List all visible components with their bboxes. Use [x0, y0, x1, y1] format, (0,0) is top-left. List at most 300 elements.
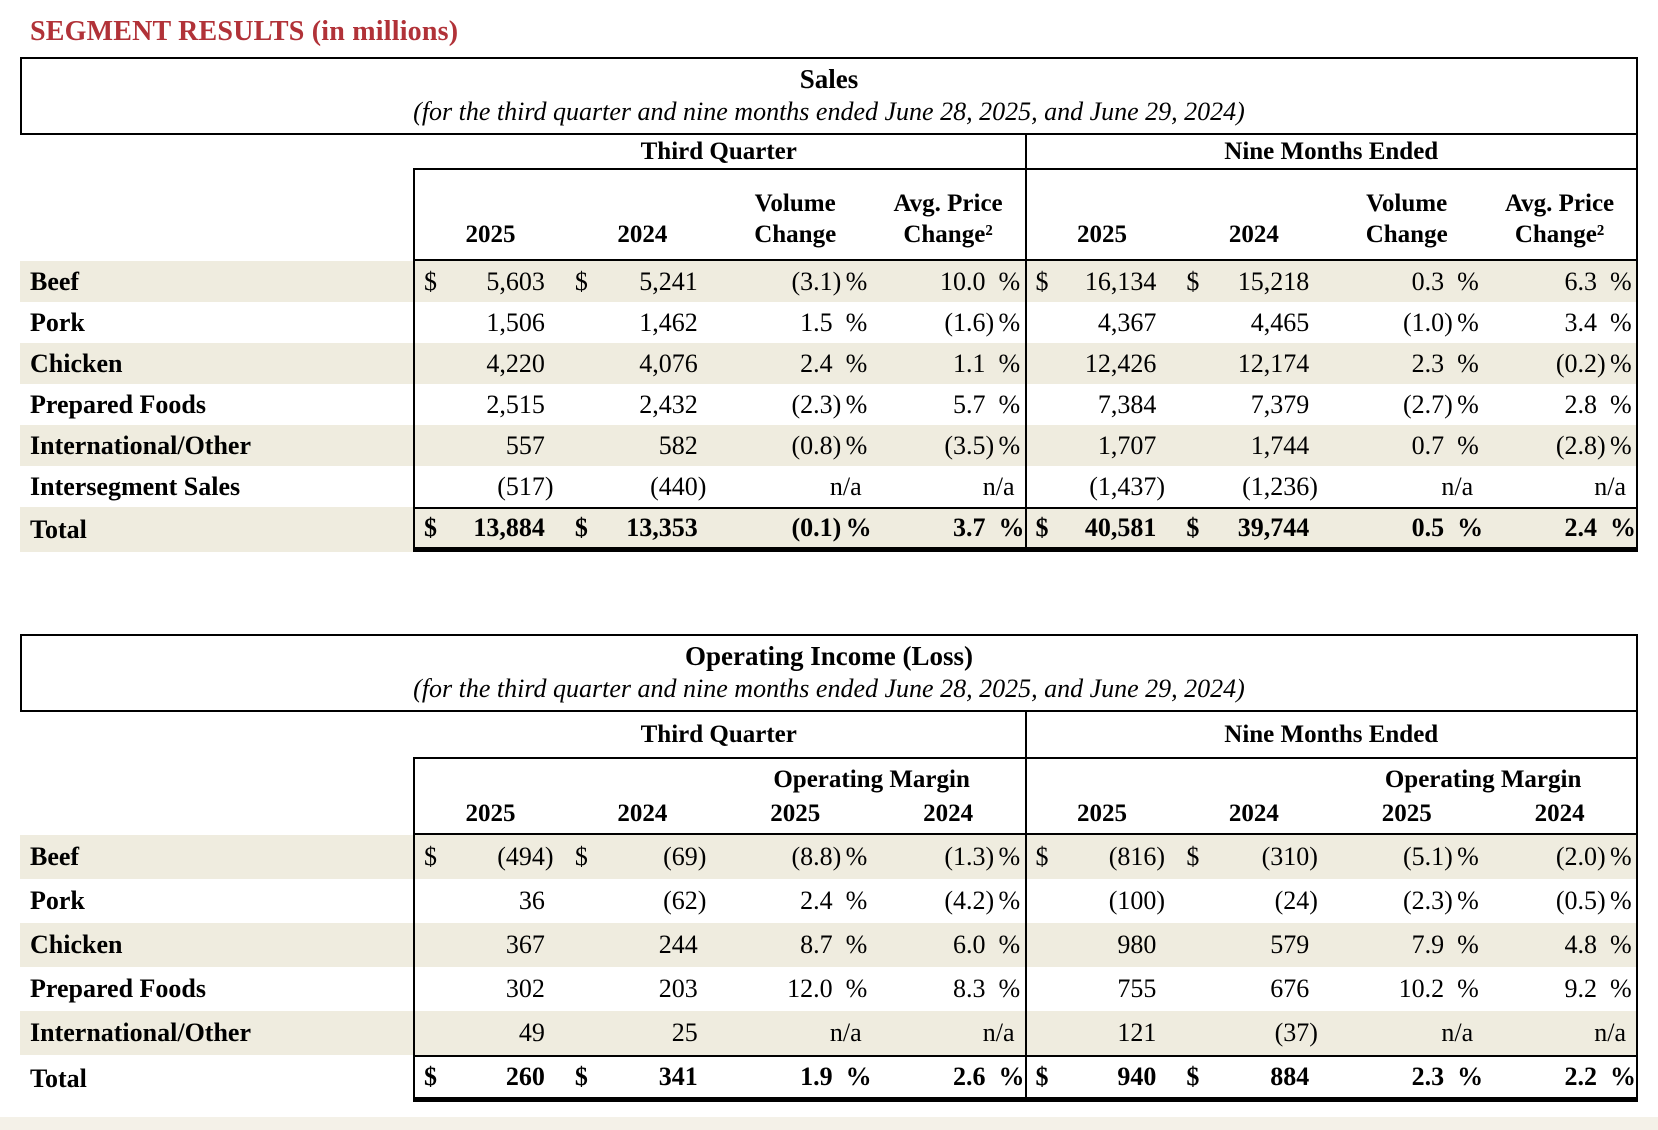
- dollar-sign: $: [1186, 842, 1200, 871]
- percent-cell: [1483, 1055, 1636, 1102]
- percent-cell: [872, 261, 1025, 302]
- money-cell: [413, 967, 566, 1011]
- dollar-sign: $: [1035, 1062, 1049, 1091]
- cell-value: (2.3: [791, 389, 833, 419]
- cell-value: (69: [663, 842, 698, 871]
- dollar-sign: $: [424, 842, 437, 871]
- cell-value: 2.3: [1411, 1062, 1445, 1091]
- closing-paren: ): [1444, 886, 1453, 915]
- closing-paren: ): [697, 471, 707, 501]
- column-header-line: Volume: [1366, 190, 1448, 217]
- closing-paren: ): [1597, 842, 1606, 871]
- percent-sign: %: [998, 930, 1021, 959]
- cell-value: 0.7: [1411, 430, 1445, 460]
- percent-cell: [872, 507, 1025, 552]
- percent-cell: [1330, 466, 1483, 507]
- column-header: 2024: [1177, 794, 1330, 835]
- na-value: n/a: [1594, 1018, 1626, 1047]
- cell-value: (2.3: [1402, 886, 1445, 915]
- cell-value: 5,241: [639, 266, 698, 296]
- column-header: 2025: [413, 794, 566, 835]
- cell-value: 10.0: [940, 266, 986, 296]
- column-header: [1177, 168, 1330, 261]
- money-cell: [1025, 384, 1178, 425]
- cell-value: (1.3: [944, 842, 986, 871]
- percent-cell: [1483, 967, 1636, 1011]
- percent-sign: %: [1610, 886, 1632, 915]
- cell-value: (3.1: [791, 266, 833, 296]
- percent-sign: %: [845, 974, 868, 1003]
- closing-paren: ): [1597, 430, 1606, 460]
- total-row: [20, 507, 1638, 552]
- cell-value: 1,506: [486, 307, 545, 337]
- segment-results-page: [0, 16, 1658, 1130]
- cell-value: 36: [518, 886, 545, 915]
- money-cell: [566, 1011, 719, 1055]
- money-cell: [566, 384, 719, 425]
- money-cell: [1025, 835, 1178, 879]
- money-cell: [1177, 1011, 1330, 1055]
- percent-sign: %: [845, 430, 868, 460]
- cell-value: 7,379: [1250, 389, 1310, 419]
- header-blank: [413, 757, 719, 794]
- row-label: Pork: [30, 886, 85, 915]
- cell-value: 2.2: [1564, 1062, 1597, 1091]
- table-row: [20, 923, 1638, 967]
- column-header: [1483, 168, 1636, 261]
- row-label: International/Other: [30, 1018, 251, 1047]
- label-column-spacer: [20, 712, 413, 757]
- cell-value: (0.1: [791, 513, 833, 542]
- percent-cell: [1330, 967, 1483, 1011]
- money-cell: [413, 425, 566, 466]
- percent-cell: [719, 923, 872, 967]
- money-cell: [566, 923, 719, 967]
- percent-cell: [1330, 507, 1483, 552]
- row-label: Prepared Foods: [30, 974, 206, 1003]
- cell-value: 341: [658, 1062, 698, 1091]
- cell-value: (62: [663, 886, 698, 915]
- cell-value: 1.1: [953, 348, 986, 378]
- column-header-line: Change²: [903, 221, 993, 248]
- closing-paren: ): [1309, 842, 1318, 871]
- column-header: 2024: [1483, 794, 1636, 835]
- table-subtitle: (for the third quarter and nine months ended June 28, 2025, and June 29, 2024): [413, 674, 1245, 703]
- dollar-sign: $: [574, 842, 588, 871]
- closing-paren: ): [832, 513, 842, 542]
- percent-cell: [1330, 1055, 1483, 1102]
- closing-paren: ): [697, 886, 707, 915]
- cell-value: (5.1: [1402, 842, 1445, 871]
- money-cell: [1177, 923, 1330, 967]
- dollar-sign: $: [424, 513, 437, 542]
- dollar-sign: $: [424, 1062, 437, 1091]
- money-cell: [413, 343, 566, 384]
- money-cell: [413, 1055, 566, 1102]
- percent-cell: [1483, 466, 1636, 507]
- cell-value: (1,437: [1089, 471, 1157, 501]
- money-cell: [566, 425, 719, 466]
- cell-value: 2,515: [486, 389, 545, 419]
- percent-cell: [719, 1011, 872, 1055]
- money-cell: [1025, 261, 1178, 302]
- closing-paren: ): [544, 471, 554, 501]
- cell-value: 260: [505, 1062, 545, 1091]
- table-row: [20, 384, 1638, 425]
- cell-value: 4,220: [486, 348, 545, 378]
- money-cell: [566, 507, 719, 552]
- operating_income-table: [20, 634, 1638, 1102]
- money-cell: [1025, 425, 1178, 466]
- percent-cell: [1330, 879, 1483, 923]
- dollar-sign: $: [1186, 266, 1200, 296]
- percent-sign: %: [998, 974, 1021, 1003]
- closing-paren: ): [1309, 886, 1318, 915]
- group-header-nine-months: Nine Months Ended: [1025, 135, 1637, 168]
- money-cell: [413, 302, 566, 343]
- percent-cell: [1330, 343, 1483, 384]
- percent-cell: [1330, 923, 1483, 967]
- closing-paren: ): [1444, 842, 1453, 871]
- cell-value: (517: [497, 471, 545, 501]
- group-header-band: [20, 135, 1638, 168]
- money-cell: [413, 923, 566, 967]
- dollar-sign: $: [1186, 1062, 1200, 1091]
- row-label: Chicken: [30, 348, 123, 378]
- table-subtitle: (for the third quarter and nine months ended June 28, 2025, and June 29, 2024): [413, 97, 1245, 126]
- row-label: Beef: [30, 266, 80, 296]
- percent-sign: %: [1457, 348, 1479, 378]
- header-blank: [1025, 757, 1331, 794]
- percent-sign: %: [1610, 1062, 1636, 1091]
- money-cell: [566, 302, 719, 343]
- percent-sign: %: [1610, 513, 1636, 542]
- percent-cell: [872, 1055, 1025, 1102]
- percent-sign: %: [1610, 842, 1632, 871]
- cell-value: (4.2: [944, 886, 986, 915]
- money-cell: [1025, 507, 1178, 552]
- cell-value: 2.6: [953, 1062, 986, 1091]
- row-label: Intersegment Sales: [30, 471, 241, 501]
- operating-margin-header: Operating Margin: [1330, 757, 1636, 794]
- column-header: [872, 168, 1025, 261]
- group-header-third-quarter: Third Quarter: [640, 720, 797, 748]
- column-header-line: 2024: [617, 221, 668, 248]
- column-header: [1330, 168, 1483, 261]
- money-cell: [1177, 384, 1330, 425]
- partial-next-row-strip: [0, 1117, 1658, 1130]
- cell-value: 16,134: [1084, 266, 1157, 296]
- column-header: 2025: [1025, 794, 1178, 835]
- cell-value: 12,426: [1084, 348, 1157, 378]
- percent-cell: [872, 967, 1025, 1011]
- cell-value: 203: [658, 974, 698, 1003]
- cell-value: 15,218: [1237, 266, 1310, 296]
- row-label: International/Other: [30, 430, 251, 460]
- cell-value: 2.8: [1564, 389, 1597, 419]
- percent-sign: %: [1610, 389, 1632, 419]
- cell-value: 557: [505, 430, 545, 460]
- money-cell: [566, 835, 719, 879]
- money-cell: [1025, 1055, 1178, 1102]
- money-cell: [1025, 967, 1178, 1011]
- table-row: [20, 835, 1638, 879]
- money-cell: [413, 879, 566, 923]
- na-value: n/a: [1441, 471, 1474, 501]
- cell-value: (440: [650, 471, 698, 501]
- percent-sign: %: [998, 348, 1021, 378]
- percent-sign: %: [1457, 389, 1479, 419]
- closing-paren: ): [832, 389, 842, 419]
- money-cell: [1177, 261, 1330, 302]
- column-header: [566, 168, 719, 261]
- cell-value: 4,465: [1250, 307, 1310, 337]
- percent-sign: %: [998, 842, 1021, 871]
- closing-paren: ): [1597, 348, 1606, 378]
- percent-cell: [1483, 1011, 1636, 1055]
- percent-cell: [719, 879, 872, 923]
- column-header: 2025: [1330, 794, 1483, 835]
- money-cell: [566, 879, 719, 923]
- closing-paren: ): [1156, 842, 1166, 871]
- percent-cell: [1483, 879, 1636, 923]
- percent-cell: [719, 343, 872, 384]
- dollar-sign: $: [574, 513, 588, 542]
- column-header-line: 2024: [1228, 221, 1279, 248]
- cell-value: 755: [1117, 974, 1157, 1003]
- cell-value: 121: [1117, 1018, 1157, 1047]
- cell-value: 884: [1270, 1062, 1310, 1091]
- cell-value: 13,353: [626, 513, 698, 542]
- percent-sign: %: [998, 430, 1021, 460]
- cell-value: 2,432: [639, 389, 698, 419]
- cell-value: 2.4: [800, 348, 833, 378]
- cell-value: 940: [1117, 1062, 1157, 1091]
- percent-cell: [1483, 384, 1636, 425]
- money-cell: [1025, 466, 1178, 507]
- percent-sign: %: [845, 1062, 872, 1091]
- percent-sign: %: [1457, 430, 1479, 460]
- money-cell: [1177, 425, 1330, 466]
- cell-value: 1,462: [639, 307, 698, 337]
- money-cell: [1177, 835, 1330, 879]
- column-header-line: Change: [1365, 221, 1448, 248]
- percent-sign: %: [845, 886, 868, 915]
- operating-margin-header: Operating Margin: [719, 757, 1025, 794]
- money-cell: [413, 835, 566, 879]
- percent-sign: %: [1610, 348, 1632, 378]
- percent-cell: [719, 425, 872, 466]
- percent-sign: %: [998, 266, 1021, 296]
- row-label: Total: [30, 1063, 87, 1093]
- dollar-sign: $: [1035, 842, 1049, 871]
- percent-sign: %: [998, 886, 1021, 915]
- cell-value: (3.5: [944, 430, 986, 460]
- dollar-sign: $: [574, 1062, 588, 1091]
- row-label: Total: [30, 514, 87, 544]
- cell-value: 2.4: [1564, 513, 1597, 542]
- closing-paren: ): [832, 266, 842, 296]
- percent-cell: [719, 384, 872, 425]
- money-cell: [1025, 879, 1178, 923]
- cell-value: 8.7: [800, 930, 833, 959]
- money-cell: [1025, 1011, 1178, 1055]
- total-row: [20, 1055, 1638, 1102]
- closing-paren: ): [544, 842, 554, 871]
- money-cell: [1025, 343, 1178, 384]
- table-row: [20, 967, 1638, 1011]
- percent-cell: [1330, 302, 1483, 343]
- money-cell: [1025, 923, 1178, 967]
- cell-value: 4.8: [1564, 930, 1597, 959]
- cell-value: 3.4: [1564, 307, 1597, 337]
- percent-cell: [1483, 343, 1636, 384]
- dollar-sign: $: [1186, 513, 1200, 542]
- money-cell: [566, 343, 719, 384]
- percent-cell: [719, 967, 872, 1011]
- column-header: [413, 168, 566, 261]
- money-cell: [413, 261, 566, 302]
- na-value: n/a: [1441, 1018, 1474, 1047]
- percent-sign: %: [1610, 430, 1632, 460]
- group-header-band: [20, 712, 1638, 757]
- money-cell: [1177, 466, 1330, 507]
- column-header: 2024: [566, 794, 719, 835]
- percent-cell: [872, 879, 1025, 923]
- percent-sign: %: [845, 842, 868, 871]
- percent-sign: %: [1457, 886, 1479, 915]
- percent-cell: [719, 835, 872, 879]
- percent-cell: [1483, 835, 1636, 879]
- cell-value: 5.7: [953, 389, 986, 419]
- percent-cell: [872, 835, 1025, 879]
- cell-value: 40,581: [1084, 513, 1157, 542]
- cell-value: 676: [1270, 974, 1310, 1003]
- column-header-row: [20, 757, 1638, 835]
- percent-cell: [872, 343, 1025, 384]
- cell-value: 6.0: [953, 930, 986, 959]
- cell-value: 13,884: [473, 513, 545, 542]
- table-row: [20, 425, 1638, 466]
- row-label: Prepared Foods: [30, 389, 206, 419]
- sales-table: [20, 57, 1638, 552]
- percent-sign: %: [1610, 266, 1632, 296]
- cell-value: 9.2: [1564, 974, 1597, 1003]
- percent-cell: [872, 923, 1025, 967]
- money-cell: [566, 466, 719, 507]
- group-header-third-quarter: Third Quarter: [640, 137, 797, 165]
- percent-sign: %: [1610, 930, 1632, 959]
- table-title-box: [20, 57, 1638, 135]
- percent-sign: %: [1457, 974, 1479, 1003]
- cell-value: 7,384: [1097, 389, 1157, 419]
- cell-value: 4,076: [639, 348, 698, 378]
- cell-value: 7.9: [1411, 930, 1445, 959]
- closing-paren: ): [985, 430, 995, 460]
- cell-value: 1.5: [800, 307, 833, 337]
- money-cell: [1177, 343, 1330, 384]
- page-title: SEGMENT RESULTS (in millions): [30, 16, 459, 47]
- table-row: [20, 1011, 1638, 1055]
- cell-value: (24: [1274, 886, 1310, 915]
- cell-value: 8.3: [953, 974, 986, 1003]
- na-value: n/a: [829, 1018, 862, 1047]
- column-header-line: Avg. Price: [893, 190, 1003, 217]
- cell-value: 1,707: [1097, 430, 1157, 460]
- percent-cell: [719, 466, 872, 507]
- percent-cell: [1483, 425, 1636, 466]
- money-cell: [413, 1011, 566, 1055]
- column-header-line: Change: [754, 221, 837, 248]
- closing-paren: ): [1444, 307, 1453, 337]
- closing-paren: ): [1156, 886, 1166, 915]
- cell-value: 980: [1117, 930, 1157, 959]
- column-header: 2024: [872, 794, 1025, 835]
- column-header-line: 2025: [1076, 221, 1127, 248]
- percent-cell: [1483, 302, 1636, 343]
- cell-value: 1.9: [800, 1062, 833, 1091]
- percent-sign: %: [1457, 307, 1479, 337]
- table-title-box: [20, 634, 1638, 712]
- cell-value: 302: [505, 974, 545, 1003]
- percent-sign: %: [998, 513, 1025, 542]
- table-row: [20, 466, 1638, 507]
- na-value: n/a: [1594, 471, 1626, 501]
- cell-value: 10.2: [1398, 974, 1445, 1003]
- cell-value: (816: [1108, 842, 1157, 871]
- closing-paren: ): [1597, 886, 1606, 915]
- cell-value: (1.6: [944, 307, 986, 337]
- cell-value: 12.0: [787, 974, 833, 1003]
- cell-value: (310: [1261, 842, 1310, 871]
- dollar-sign: $: [1035, 266, 1049, 296]
- cell-value: (1,236: [1242, 471, 1310, 501]
- dollar-sign: $: [1035, 513, 1049, 542]
- dollar-sign: $: [574, 266, 588, 296]
- closing-paren: ): [1309, 471, 1318, 501]
- percent-sign: %: [1457, 930, 1479, 959]
- cell-value: 1,744: [1250, 430, 1310, 460]
- na-value: n/a: [829, 471, 862, 501]
- row-label: Chicken: [30, 930, 123, 959]
- cell-value: 244: [658, 930, 698, 959]
- cell-value: 3.7: [953, 513, 986, 542]
- percent-sign: %: [1610, 974, 1632, 1003]
- percent-sign: %: [1457, 266, 1479, 296]
- percent-cell: [872, 1011, 1025, 1055]
- cell-value: 25: [671, 1018, 698, 1047]
- table-row: [20, 261, 1638, 302]
- money-cell: [413, 507, 566, 552]
- dollar-sign: $: [424, 266, 437, 296]
- money-cell: [1177, 302, 1330, 343]
- column-header: [719, 168, 872, 261]
- percent-cell: [1483, 507, 1636, 552]
- percent-cell: [1330, 261, 1483, 302]
- na-value: n/a: [982, 1018, 1015, 1047]
- column-header-row: [20, 168, 1638, 261]
- label-column-spacer: [20, 135, 413, 168]
- cell-value: 4,367: [1097, 307, 1157, 337]
- cell-value: (37: [1274, 1018, 1310, 1047]
- percent-cell: [1330, 835, 1483, 879]
- percent-sign: %: [845, 307, 868, 337]
- cell-value: 39,744: [1237, 513, 1310, 542]
- percent-cell: [872, 425, 1025, 466]
- money-cell: [1177, 879, 1330, 923]
- table-row: [20, 879, 1638, 923]
- money-cell: [413, 466, 566, 507]
